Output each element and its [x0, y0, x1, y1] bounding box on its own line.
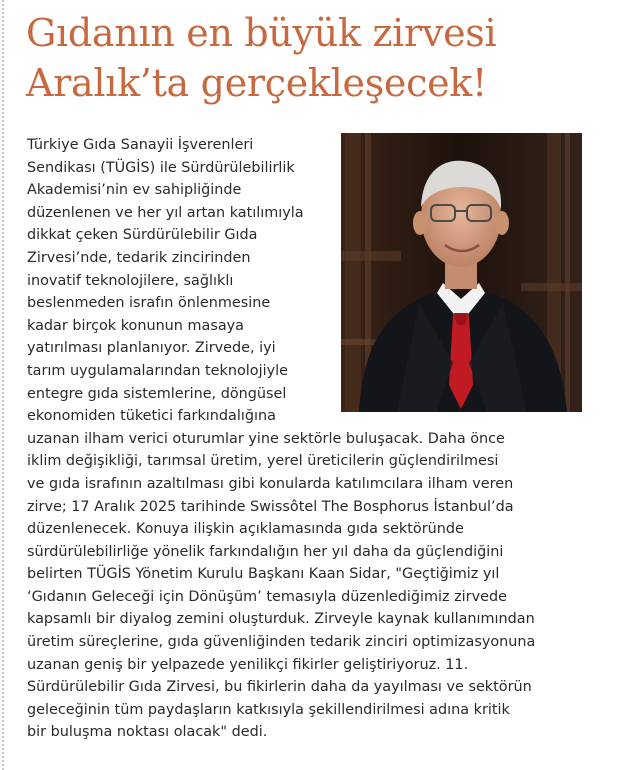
page-margin-dotted-line	[2, 0, 4, 770]
body-line: bir buluşma noktası olacak" dedi.	[27, 724, 268, 741]
body-line: düzenlenecek. Konuya ilişkin açıklamasında gıda sektöründe	[27, 521, 464, 538]
body-line: Zirvesi’nde, tedarik zincirinden	[27, 249, 251, 266]
body-line: kadar birçok konunun masaya	[27, 317, 244, 334]
body-line: uzanan geniş bir yelpazede yenilikçi fikirler geliştiriyoruz. 11.	[27, 656, 469, 673]
body-line: geleceğinin tüm paydaşların katkısıyla şekillendirilmesi adına kritik	[27, 701, 510, 718]
body-line: Sürdürülebilir Gıda Zirvesi, bu fikirlerin daha da yayılması ve sektörün	[27, 679, 532, 696]
body-line: uzanan ilham verici oturumlar yine sektörle buluşacak. Daha önce	[27, 430, 505, 447]
article-body	[27, 134, 617, 744]
body-line: zirve; 17 Aralık 2025 tarihinde Swissôtel The Bosphorus İstanbul’da	[27, 498, 514, 515]
body-line: ekonomiden tüketici farkındalığına	[27, 408, 276, 425]
body-line: iklim değişikliği, tarımsal üretim, yerel üreticilerin güçlendirilmesi	[27, 453, 499, 470]
headline-line: Aralık’ta gerçekleşecek!	[26, 61, 487, 105]
headline-line: Gıdanın en büyük zirvesi	[26, 11, 497, 55]
article-headline	[26, 8, 616, 108]
body-line: Akademisi’nin ev sahipliğinde	[27, 182, 242, 199]
body-line: düzenlenen ve her yıl artan katılımıyla	[27, 204, 304, 221]
body-line: belirten TÜGİS Yönetim Kurulu Başkanı Kaan Sidar, "Geçtiğimiz yıl	[27, 566, 500, 583]
body-line: yatırılması planlanıyor. Zirvede, iyi	[27, 340, 276, 357]
body-line: tarım uygulamalarından teknolojiyle	[27, 362, 288, 379]
body-line: dikkat çeken Sürdürülebilir Gıda	[27, 227, 258, 244]
body-line: beslenmeden israfın önlenmesine	[27, 295, 271, 312]
body-line: üretim süreçlerine, gıda güvenliğinden tedarik zinciri optimizasyonuna	[27, 634, 536, 651]
body-line: inovatif teknolojilere, sağlıklı	[27, 272, 234, 289]
body-line: ‘Gıdanın Geleceği için Dönüşüm’ temasıyla düzenlediğimiz zirvede	[27, 588, 507, 605]
body-line: kapsamlı bir diyalog zemini oluşturduk. Zirveyle kaynak kullanımından	[27, 611, 535, 628]
body-line: entegre gıda sistemlerine, döngüsel	[27, 385, 287, 402]
body-line: Türkiye Gıda Sanayii İşverenleri	[27, 137, 254, 153]
body-line: Sendikası (TÜGİS) ile Sürdürülebilirlik	[27, 159, 295, 176]
body-line: ve gıda israfının azaltılması gibi konularda katılımcılara ilham veren	[27, 475, 514, 492]
body-line: sürdürülebilirliğe yönelik farkındalığın her yıl daha da güçlendiğini	[27, 543, 504, 560]
